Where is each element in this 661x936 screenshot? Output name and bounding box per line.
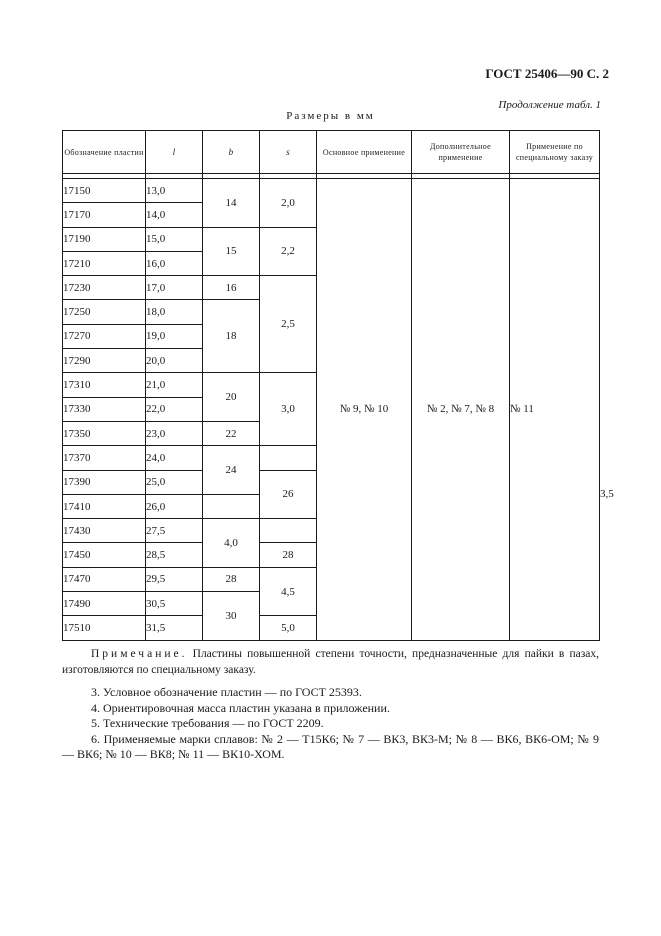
b-cell: 30 (203, 592, 260, 641)
note-text: Пластины повышенной степени точности, предназначенные для пайки в пазах, изготовляются по специальному заказу. (62, 648, 599, 676)
col-header-s: s (260, 131, 317, 174)
b-cell: 16 (203, 276, 260, 300)
l-cell: 25,0 (146, 470, 203, 494)
s-cell: 3,0 (260, 373, 317, 446)
designation-cell: 17230 (63, 276, 146, 300)
designation-cell: 17470 (63, 567, 146, 591)
s-cell: 2,0 (260, 179, 317, 228)
note-label: Примечание. (91, 648, 188, 660)
b-cell: 18 (203, 300, 260, 373)
l-cell: 16,0 (146, 251, 203, 275)
s-cell: 2,2 (260, 227, 317, 276)
l-cell: 23,0 (146, 421, 203, 445)
designation-cell: 17450 (63, 543, 146, 567)
l-cell: 29,5 (146, 567, 203, 591)
s-cell: 4,0 (203, 519, 260, 568)
col-header-l: l (146, 131, 203, 174)
b-cell: 28 (203, 567, 260, 591)
designation-cell: 17190 (63, 227, 146, 251)
col-header-designation: Обозначение пластин (63, 131, 146, 174)
s-cell: 4,5 (260, 567, 317, 616)
col-header-special-order: Применение по специальному заказу (510, 131, 600, 174)
designation-cell: 17390 (63, 470, 146, 494)
l-cell: 14,0 (146, 203, 203, 227)
designation-cell: 17510 (63, 616, 146, 640)
main-use-cell: № 9, № 10 (317, 179, 412, 641)
b-cell: 24 (203, 446, 260, 495)
special-order-cell: № 11 (510, 179, 600, 641)
l-cell: 27,5 (146, 519, 203, 543)
list-item: 5. Технические требования — по ГОСТ 2209. (91, 716, 324, 730)
list-item: 4. Ориентировочная масса пластин указана в приложении. (91, 700, 390, 715)
designation-cell: 17170 (63, 203, 146, 227)
page-header: ГОСТ 25406—90 С. 2 (485, 66, 609, 81)
l-cell: 18,0 (146, 300, 203, 324)
designation-cell: 17210 (63, 251, 146, 275)
plates-table (62, 130, 614, 641)
l-cell: 30,5 (146, 592, 203, 616)
designation-cell: 17370 (63, 446, 146, 470)
additional-use-cell: № 2, № 7, № 8 (412, 179, 510, 641)
s-cell: 2,5 (260, 276, 317, 373)
s-cell: 5,0 (260, 616, 317, 640)
table-row (63, 179, 600, 203)
l-cell: 22,0 (146, 397, 203, 421)
designation-cell: 17490 (63, 592, 146, 616)
table-units-caption: Размеры в мм (286, 110, 375, 122)
col-header-main-use: Основное применение (317, 131, 412, 174)
b-cell: 15 (203, 227, 260, 276)
requirements-list (62, 685, 599, 763)
designation-cell: 17410 (63, 494, 146, 518)
b-cell: 26 (260, 470, 317, 519)
designation-cell: 17330 (63, 397, 146, 421)
l-cell: 21,0 (146, 373, 203, 397)
col-header-additional-use: Дополнительное применение (412, 131, 510, 174)
l-cell: 26,0 (146, 494, 203, 518)
l-cell: 17,0 (146, 276, 203, 300)
table-continuation: Продолжение табл. 1 (498, 99, 601, 111)
table-row: 17390 25,0 26 3,5 (63, 470, 600, 494)
designation-cell: 17290 (63, 349, 146, 373)
designation-cell: 17250 (63, 300, 146, 324)
b-cell: 14 (203, 179, 260, 228)
l-cell: 19,0 (146, 324, 203, 348)
l-cell: 13,0 (146, 179, 203, 203)
list-item: 3. Условное обозначение пластин — по ГОСТ 25393. (91, 685, 362, 699)
b-cell: 28 (260, 543, 317, 567)
l-cell: 20,0 (146, 349, 203, 373)
b-cell: 22 (203, 421, 260, 445)
col-header-b: b (203, 131, 260, 174)
designation-cell: 17150 (63, 179, 146, 203)
designation-cell: 17310 (63, 373, 146, 397)
l-cell: 24,0 (146, 446, 203, 470)
l-cell: 28,5 (146, 543, 203, 567)
designation-cell: 17270 (63, 324, 146, 348)
list-item: 6. Применяемые марки сплавов: № 2 — Т15К6; № 7 — ВК3, ВК3-М; № 8 — ВК6, ВК6-ОМ; № 9 — ВК6; № 10 — ВК8; № 11 — ВК10-ХОМ. (62, 731, 599, 761)
designation-cell: 17350 (63, 421, 146, 445)
designation-cell: 17430 (63, 519, 146, 543)
l-cell: 15,0 (146, 227, 203, 251)
l-cell: 31,5 (146, 616, 203, 640)
b-cell: 20 (203, 373, 260, 422)
table-note (62, 646, 599, 678)
